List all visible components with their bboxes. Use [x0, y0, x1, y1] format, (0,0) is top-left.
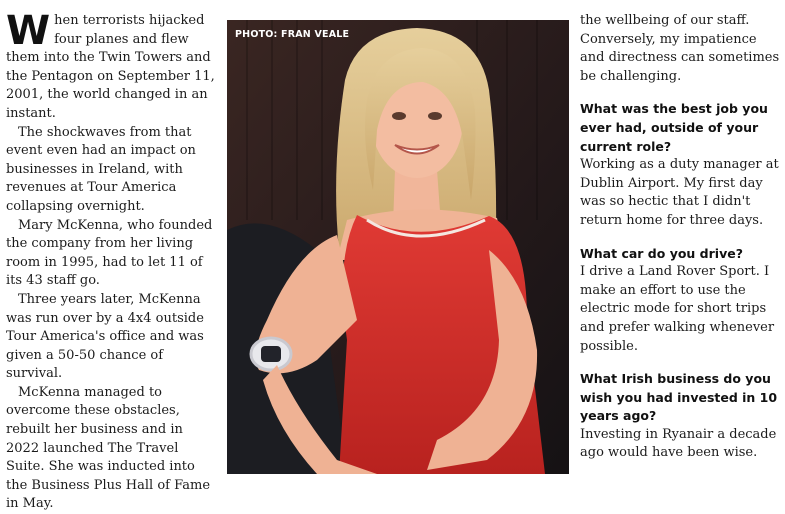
interview-answer: Investing in Ryanair a decade ago would have been wise.	[580, 426, 777, 461]
interview-question: What Irish business do you wish you had invested in 10 years ago?	[580, 371, 778, 424]
article-paragraph: Mary McKenna, who founded the company from her living room in 1995, had to let 11 of its 43 staff go.	[6, 217, 213, 289]
photo-credit: PHOTO: FRAN VEALE	[235, 29, 350, 40]
interview-question: What car do you drive?	[580, 245, 743, 261]
interview-answer: Working as a duty manager at Dublin Airport. My first day was so hectic that I didn't return home for three days.	[580, 157, 779, 228]
drop-cap: W	[6, 8, 51, 54]
article-left-column	[6, 8, 220, 514]
portrait-illustration	[227, 20, 569, 474]
article-paragraph: McKenna managed to overcome these obstacles, rebuilt her business and in 2022 launched The Travel Suite. She was inducted into the Business Plus Hall of Fame in May.	[6, 384, 211, 512]
article-paragraph: Three years later, McKenna was run over by a 4x4 outside Tour America's office and was given a 50-50 chance of survival.	[6, 291, 204, 382]
portrait-photo	[227, 20, 569, 474]
paragraph-text: hen terrorists hijacked four planes and flew them into the Twin Towers and the Pentagon on September 11, 2001, the world changed in an instant.	[6, 13, 215, 121]
interview-question: What was the best job you ever had, outside of your current role?	[580, 101, 768, 154]
interview-answer: I drive a Land Rover Sport. I make an effort to use the electric mode for short trips and prefer walking whenever possible.	[580, 264, 775, 354]
lead-paragraph: the wellbeing of our staff. Conversely, my impatience and directness can sometimes be challenging.	[580, 13, 780, 84]
article-paragraph: The shockwaves from that event even had an impact on businesses in Ireland, with revenues at Tour America collapsing overnight.	[6, 124, 196, 214]
article-right-column	[580, 12, 780, 463]
article-paragraph	[6, 8, 220, 124]
